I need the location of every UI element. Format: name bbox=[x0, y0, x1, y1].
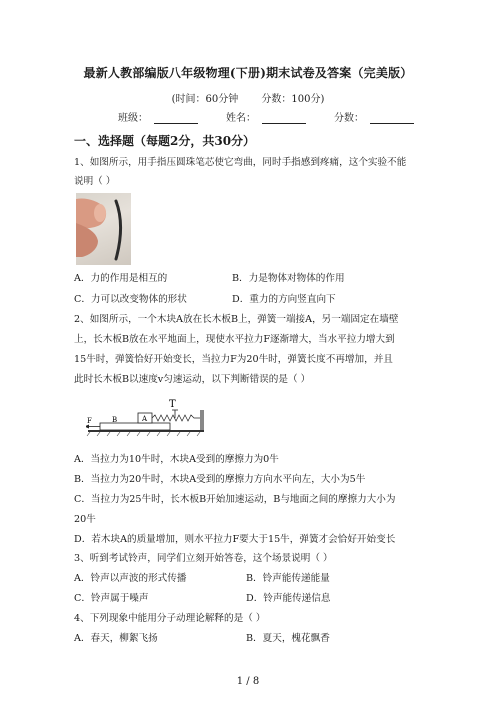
time-info: (时间：60分钟 bbox=[171, 94, 239, 105]
q3-option-a: A．铃声以声波的形式传播 bbox=[74, 573, 187, 584]
q2-stem-line4: 此时长木板B以速度v匀速运动，以下判断错误的是（ ） bbox=[74, 374, 311, 385]
q2-stem-line1: 2、如图所示，一个木块A放在长木板B上，弹簧一端接A，另一端固定在墙壁 bbox=[74, 314, 399, 325]
name-blank[interactable] bbox=[262, 112, 306, 124]
student-info-row bbox=[118, 109, 414, 124]
board-b bbox=[100, 423, 170, 430]
diagram-label-t: T bbox=[169, 399, 176, 410]
diagram-label-b: B bbox=[112, 416, 118, 424]
section-heading: 一、选择题（每题2分，共30分） bbox=[74, 134, 256, 148]
q2-stem-line2: 上，长木板B放在水平地面上，现使水平拉力F逐渐增大，当水平拉力增大到 bbox=[74, 334, 395, 345]
spring-block-diagram bbox=[86, 396, 206, 444]
q3-option-b: B．铃声能传递能量 bbox=[246, 573, 330, 584]
q1-option-a: A．力的作用是相互的 bbox=[74, 273, 168, 284]
name-label: 姓名： bbox=[226, 113, 256, 124]
q2-option-a: A．当拉力为10牛时，木块A受到的摩擦力为0牛 bbox=[74, 454, 279, 465]
page-number: 1 / 8 bbox=[236, 676, 260, 687]
q1-option-d: D．重力的方向竖直向下 bbox=[232, 294, 336, 305]
score-label: 分数： bbox=[334, 113, 364, 124]
q2-option-c-line1: C．当拉力为25牛时，长木板B开始加速运动，B与地面之间的摩擦力大小为 bbox=[74, 494, 396, 505]
class-label: 班级： bbox=[118, 113, 148, 124]
q3-option-c: C．铃声属于噪声 bbox=[74, 593, 149, 604]
q2-stem-line3: 15牛时，弹簧恰好开始变长，当拉力F为20牛时，弹簧长度不再增加，并且 bbox=[74, 354, 393, 365]
q4-stem: 4、下列现象中能用分子动理论解释的是（ ） bbox=[74, 613, 266, 624]
q2-option-d: D．若木块A的质量增加，则水平拉力F要大于15牛，弹簧才会恰好开始变长 bbox=[74, 534, 396, 545]
q2-option-c-line2: 20牛 bbox=[74, 514, 96, 525]
q1-option-c: C．力可以改变物体的形状 bbox=[74, 294, 187, 305]
score-blank[interactable] bbox=[370, 112, 414, 124]
exam-title: 最新人教部编版八年级物理(下册)期末试卷及答案（完美版） bbox=[83, 66, 413, 80]
q1-stem-line2: 说明（ ） bbox=[74, 176, 116, 187]
q2-option-b: B．当拉力为20牛时，木块A受到的摩擦力方向水平向左，大小为5牛 bbox=[74, 474, 366, 485]
diagram-label-a: A bbox=[142, 415, 148, 423]
class-blank[interactable] bbox=[154, 112, 198, 124]
spring bbox=[152, 415, 200, 421]
q3-option-d: D．铃声能传递信息 bbox=[246, 593, 331, 604]
q4-option-b: B．夏天，槐花飘香 bbox=[246, 633, 330, 644]
diagram-label-f: F bbox=[87, 417, 92, 425]
score-info: 分数：100分) bbox=[261, 94, 325, 105]
q4-option-a: A．春天，柳絮飞扬 bbox=[74, 633, 158, 644]
wall bbox=[200, 410, 204, 430]
q1-option-b: B．力是物体对物体的作用 bbox=[232, 273, 345, 284]
exam-subtitle bbox=[0, 90, 496, 105]
finger-pressing-pen-photo bbox=[76, 193, 131, 265]
q3-stem: 3、听到考试铃声，同学们立刻开始答卷，这个场景说明（ ） bbox=[74, 553, 333, 564]
q1-stem-line1: 1、如图所示，用手指压圆珠笔芯使它弯曲，同时手指感到疼痛，这个实验不能 bbox=[74, 157, 407, 168]
